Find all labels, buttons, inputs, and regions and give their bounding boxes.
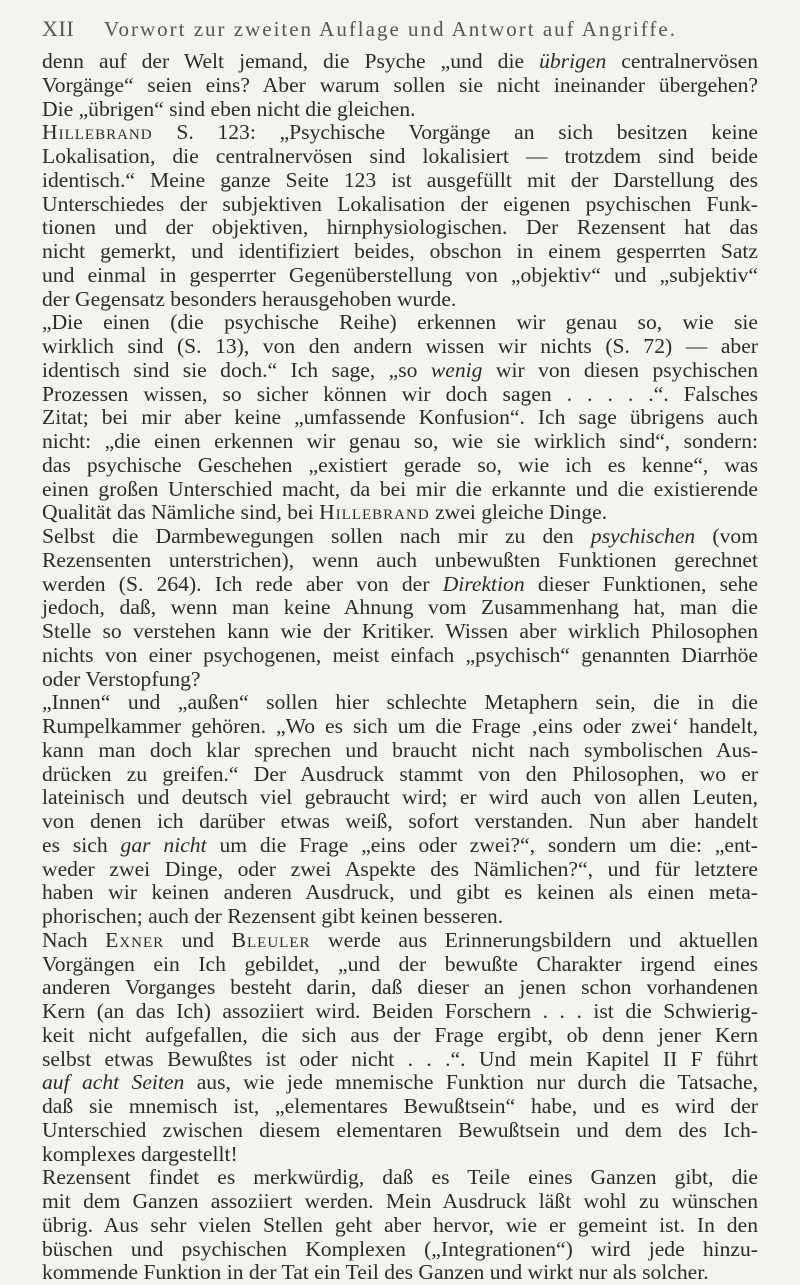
text-run: übrig. Aus sehr vielen Stellen geht aber hervor, wie er gemeint ist. In den bbox=[42, 1212, 758, 1237]
text-line bbox=[42, 50, 758, 74]
author-name: Hillebrand bbox=[319, 500, 430, 525]
author-name: Bleuler bbox=[231, 927, 311, 952]
text-line bbox=[42, 786, 758, 810]
text-run: Nach bbox=[42, 927, 106, 952]
text-run: anderen Vorganges besteht darin, daß dieser an jenen schon vorhandenen bbox=[42, 975, 758, 1000]
text-run: selbst etwas Bewußtes ist oder nicht . . .“. Und mein Kapitel II F führt bbox=[42, 1046, 758, 1071]
body-text bbox=[42, 50, 758, 1285]
text-run: jedoch, daß, wenn man keine Ahnung vom Zusammenhang hat, man die bbox=[42, 595, 758, 620]
text-run: oder Verstopfung? bbox=[42, 666, 201, 691]
text-run: das psychische Geschehen „existiert gerade so, wie ich es kenne“, was bbox=[42, 452, 758, 477]
text-run: und bbox=[164, 927, 232, 952]
text-line bbox=[42, 1024, 758, 1048]
text-run: Vorgängen ein Ich gebildet, „und der bewußte Charakter irgend eines bbox=[42, 951, 758, 976]
text-line bbox=[42, 620, 758, 644]
text-run: mit dem Ganzen assoziiert werden. Mein Ausdruck läßt wohl zu wünschen bbox=[42, 1189, 758, 1213]
text-line bbox=[42, 264, 758, 288]
text-line bbox=[42, 1261, 758, 1285]
running-title: Vorwort zur zweiten Auflage und Antwort auf Angriffe. bbox=[104, 17, 677, 41]
text-line bbox=[42, 668, 758, 692]
text-run: kommende Funktion in der Tat ein Teil des Ganzen und wirkt nur als solcher. bbox=[42, 1260, 709, 1285]
text-line bbox=[42, 169, 758, 193]
text-line bbox=[42, 953, 758, 977]
text-line bbox=[42, 430, 758, 454]
text-run: denn auf der Welt jemand, die Psyche „und die bbox=[42, 49, 540, 73]
italic-text: auf acht Seiten bbox=[42, 1070, 185, 1095]
italic-text: wenig bbox=[430, 357, 483, 382]
text-line bbox=[42, 1214, 758, 1238]
text-line bbox=[42, 454, 758, 478]
text-run: nicht: „die einen erkennen wir genau so, wie sie wirklich sind“, sondern: bbox=[42, 429, 758, 453]
text-line bbox=[42, 715, 758, 739]
text-line bbox=[42, 478, 758, 502]
text-line bbox=[42, 929, 758, 953]
text-run: Selbst die Darmbewegungen sollen nach mir zu den bbox=[42, 524, 591, 548]
text-run: „Innen“ und „außen“ sollen hier schlechte Metaphern sein, die in die bbox=[42, 690, 758, 715]
text-run: haben wir keinen anderen Ausdruck, und gibt es keinen als einen meta- bbox=[42, 880, 758, 905]
text-run: weder zwei Dinge, oder zwei Aspekte des Nämlichen?“, und für letztere bbox=[42, 856, 758, 881]
text-line bbox=[42, 881, 758, 905]
italic-text: Direktion bbox=[442, 571, 525, 596]
author-name: Exner bbox=[105, 927, 165, 952]
italic-text: übrigen bbox=[539, 49, 607, 73]
text-run: Rumpelkammer gehören. „Wo es sich um die Frage ‚eins oder zwei‘ handelt, bbox=[42, 714, 758, 738]
text-run: keit nicht aufgefallen, die sich aus der Frage ergibt, ob denn jener Kern bbox=[42, 1022, 758, 1047]
text-run: Vorgänge“ seien eins? Aber warum sollen sie nicht ineinander übergehen? bbox=[42, 72, 758, 97]
text-run: Prozessen wissen, so sicher können wir doch sagen . . . . .“. Falsches bbox=[42, 381, 758, 406]
text-run: identisch sind sie doch.“ Ich sage, „so bbox=[42, 357, 431, 382]
text-line bbox=[42, 763, 758, 787]
text-line bbox=[42, 976, 758, 1000]
text-line bbox=[42, 501, 758, 525]
text-run: Zitat; bei mir aber keine „umfassende Konfusion“. Ich sage übrigens auch bbox=[42, 405, 758, 430]
text-line bbox=[42, 359, 758, 383]
text-line bbox=[42, 288, 758, 312]
text-run: Kern (an das Ich) assoziiert wird. Beiden Forschern . . . ist die Schwierig- bbox=[42, 999, 758, 1023]
text-run: einen großen Unterschied macht, da bei mir die erkannte und die existierende bbox=[42, 476, 758, 501]
text-run: werden (S. 264). Ich rede aber von der bbox=[42, 571, 443, 596]
text-run: Rezensenten unterstrichen), wenn auch unbewußten Funktionen gerechnet bbox=[42, 547, 758, 572]
text-run: es sich bbox=[42, 832, 121, 857]
text-run: identisch.“ Meine ganze Seite 123 ist ausgefüllt mit der Darstellung des bbox=[42, 167, 758, 192]
text-run: tionen und der objektiven, hirnphysiologischen. Der Rezensent hat das bbox=[42, 215, 758, 240]
text-run: wirklich sind (S. 13), von den andern wissen wir nichts (S. 72) — aber bbox=[42, 334, 758, 358]
text-run: wir von diesen psychischen bbox=[482, 357, 758, 382]
text-line bbox=[42, 525, 758, 549]
text-run: Die „übrigen“ sind eben nicht die gleichen. bbox=[42, 96, 416, 121]
page-number: XII bbox=[42, 16, 75, 41]
text-run: kann man doch klar sprechen und braucht nicht nach symbolischen Aus- bbox=[42, 737, 758, 762]
text-line bbox=[42, 1000, 758, 1024]
text-run: um die Frage „eins oder zwei?“, sondern um die: „ent- bbox=[206, 832, 758, 857]
text-line bbox=[42, 858, 758, 882]
text-line bbox=[42, 739, 758, 763]
italic-text: psychischen bbox=[590, 524, 696, 548]
text-run: Rezensent findet es merkwürdig, daß es Teile eines Ganzen gibt, die bbox=[42, 1165, 758, 1190]
text-line bbox=[42, 905, 758, 929]
text-line bbox=[42, 644, 758, 668]
text-line bbox=[42, 1095, 758, 1119]
text-run: und einmal in gesperrter Gegenüberstellung von „objektiv“ und „subjektiv“ bbox=[42, 262, 758, 287]
italic-text: gar nicht bbox=[120, 832, 207, 857]
text-run: der Gegensatz besonders herausgehoben wurde. bbox=[42, 286, 457, 311]
text-line bbox=[42, 573, 758, 597]
text-line bbox=[42, 691, 758, 715]
text-line bbox=[42, 1048, 758, 1072]
text-run: „Die einen (die psychische Reihe) erkennen wir genau so, wie sie bbox=[42, 310, 758, 335]
text-line bbox=[42, 596, 758, 620]
text-run: werde aus Erinnerungsbildern und aktuellen bbox=[310, 927, 758, 952]
running-header bbox=[42, 16, 758, 50]
text-run: dieser Funktionen, sehe bbox=[524, 571, 758, 596]
text-line bbox=[42, 834, 758, 858]
text-line bbox=[42, 1119, 758, 1143]
text-run: S. 123: „Psychische Vorgänge an sich besitzen keine bbox=[152, 120, 758, 145]
text-line bbox=[42, 549, 758, 573]
text-line bbox=[42, 121, 758, 145]
text-run: daß sie mnemisch ist, „elementares Bewußtsein“ habe, und es wird der bbox=[42, 1094, 758, 1118]
text-run: Stelle so verstehen kann wie der Kritiker. Wissen aber wirklich Philosophen bbox=[42, 619, 758, 643]
text-line bbox=[42, 216, 758, 240]
text-run: lateinisch und deutsch viel gebraucht wird; er wird auch von allen Leuten, bbox=[42, 785, 758, 810]
text-run: büschen und psychischen Komplexen („Integrationen“) wird jede hinzu- bbox=[42, 1236, 758, 1261]
text-line bbox=[42, 311, 758, 335]
text-run: Unterschiedes der subjektiven Lokalisation der eigenen psychischen Funk- bbox=[42, 191, 758, 216]
text-line bbox=[42, 193, 758, 217]
text-run: Unterschied zwischen diesem elementaren Bewußtsein und dem des Ich- bbox=[42, 1117, 758, 1142]
text-run: drücken zu greifen.“ Der Ausdruck stammt von den Philosophen, wo er bbox=[42, 761, 758, 786]
text-line bbox=[42, 1143, 758, 1167]
text-run: komplexes dargestellt! bbox=[42, 1141, 238, 1166]
text-line bbox=[42, 145, 758, 169]
text-run: phorischen; auch der Rezensent gibt keinen besseren. bbox=[42, 904, 504, 928]
text-line bbox=[42, 1238, 758, 1262]
text-run: (vom bbox=[695, 524, 759, 548]
text-line bbox=[42, 74, 758, 98]
text-line bbox=[42, 1166, 758, 1190]
text-line bbox=[42, 406, 758, 430]
text-run: Lokalisation, die centralnervösen sind lokalisiert — trotzdem sind beide bbox=[42, 144, 758, 168]
text-line bbox=[42, 335, 758, 359]
text-line bbox=[42, 1190, 758, 1214]
text-line bbox=[42, 1071, 758, 1095]
text-line bbox=[42, 98, 758, 122]
text-run: nichts von einer psychogenen, meist einfach „psychisch“ genannten Diarrhöe bbox=[42, 642, 758, 667]
text-run: von denen ich darüber etwas weiß, sofort verstanden. Nun aber handelt bbox=[42, 809, 758, 833]
text-line bbox=[42, 240, 758, 264]
text-run: Qualität das Nämliche sind, bei bbox=[42, 500, 320, 525]
text-run: zwei gleiche Dinge. bbox=[429, 500, 608, 525]
text-run: nicht gemerkt, und identifiziert beides, obschon in einem gesperrten Satz bbox=[42, 239, 758, 263]
text-run: aus, wie jede mnemische Funktion nur durch die Tatsache, bbox=[184, 1070, 758, 1095]
text-line bbox=[42, 810, 758, 834]
text-line bbox=[42, 383, 758, 407]
text-run: centralnervösen bbox=[606, 49, 758, 73]
author-name: Hillebrand bbox=[42, 120, 153, 145]
